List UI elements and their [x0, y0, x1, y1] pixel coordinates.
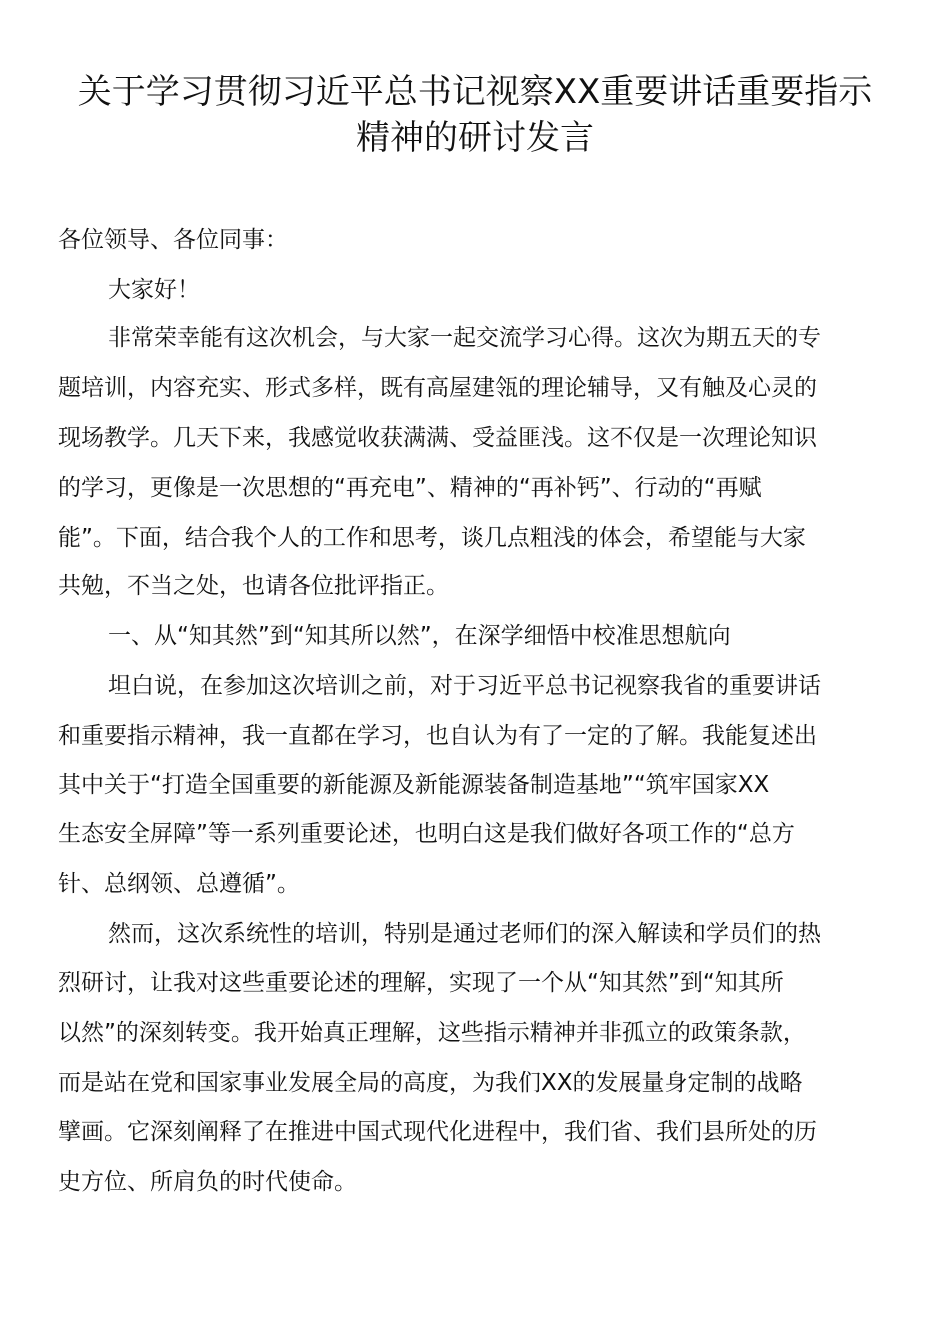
salutation: 各位领导、各位同事： [58, 227, 288, 253]
paragraph-line: 其中关于“打造全国重要的新能源及新能源装备制造基地”“筑牢国家XX [58, 772, 770, 798]
paragraph-line: 史方位、所肩负的时代使命。 [58, 1169, 357, 1195]
paragraph-line: 能”。下面，结合我个人的工作和思考，谈几点粗浅的体会，希望能与大家 [58, 525, 806, 551]
paragraph-line: 生态安全屏障”等一系列重要论述，也明白这是我们做好各项工作的“总方 [58, 821, 795, 847]
paragraph-line: 题培训，内容充实、形式多样，既有高屋建瓴的理论辅导，又有触及心灵的 [58, 375, 817, 401]
paragraph-line: 的学习，更像是一次思想的“再充电”、精神的“再补钙”、行动的“再赋 [58, 475, 762, 501]
section-heading: 一、从“知其然”到“知其所以然”，在深学细悟中校准思想航向 [108, 623, 731, 649]
paragraph-line: 共勉，不当之处，也请各位批评指正。 [58, 573, 449, 599]
paragraph-line: 和重要指示精神，我一直都在学习，也自认为有了一定的了解。我能复述出 [58, 723, 817, 749]
document-title-line-2: 精神的研讨发言 [356, 118, 594, 158]
paragraph-line: 针、总纲领、总遵循”。 [58, 871, 300, 897]
paragraph-line: 烈研讨，让我对这些重要论述的理解，实现了一个从“知其然”到“知其所 [58, 970, 784, 996]
paragraph-line: 现场教学。几天下来，我感觉收获满满、受益匪浅。这不仅是一次理论知识 [58, 425, 817, 451]
paragraph-line: 以然”的深刻转变。我开始真正理解，这些指示精神并非孤立的政策条款， [58, 1020, 806, 1046]
paragraph-line: 坦白说，在参加这次培训之前，对于习近平总书记视察我省的重要讲话 [108, 673, 821, 699]
paragraph-line: 而是站在党和国家事业发展全局的高度，为我们XX的发展量身定制的战略 [58, 1070, 803, 1096]
paragraph-line: 非常荣幸能有这次机会，与大家一起交流学习心得。这次为期五天的专 [108, 325, 821, 351]
document-title-line-1: 关于学习贯彻习近平总书记视察XX重要讲话重要指示 [77, 72, 873, 112]
paragraph-line: 擘画。它深刻阐释了在推进中国式现代化进程中，我们省、我们县所处的历 [58, 1119, 817, 1145]
paragraph-line: 然而，这次系统性的培训，特别是通过老师们的深入解读和学员们的热 [108, 921, 821, 947]
greeting: 大家好！ [108, 277, 200, 303]
